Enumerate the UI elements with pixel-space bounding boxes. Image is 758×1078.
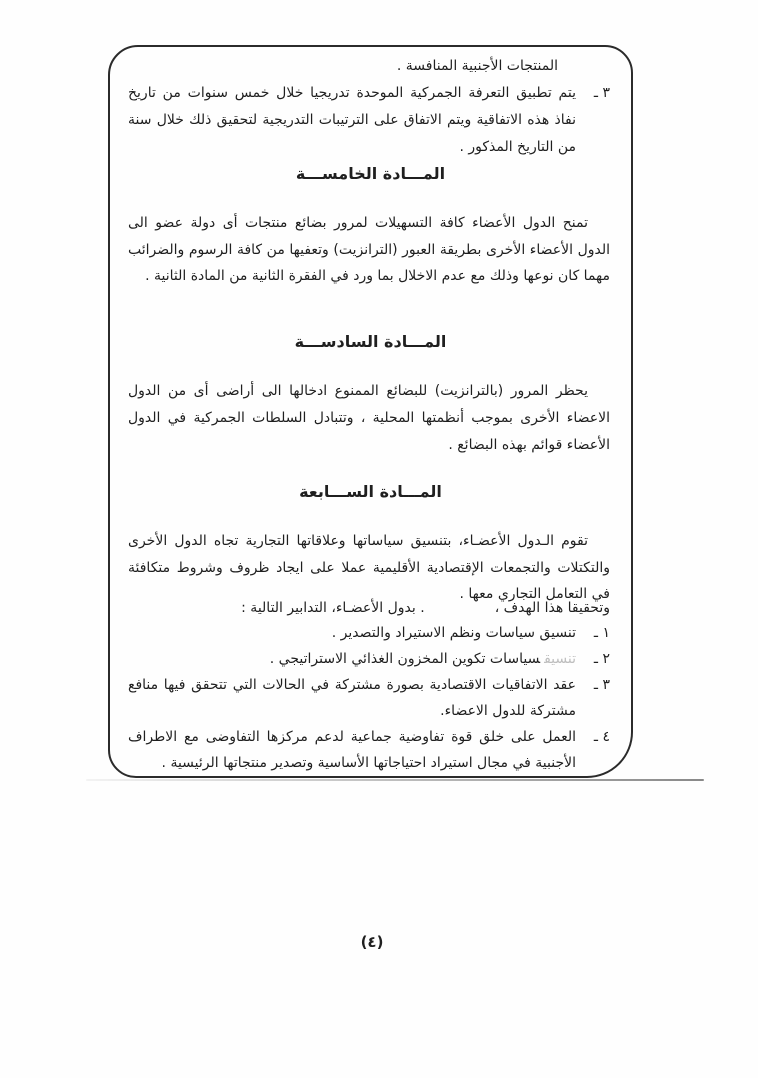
measure-text-main: العمل على خلق قوة تفاوضية جماعية لدعم مركزها التفاوضى مع الاطراف الأجنبية في مجال استيراد احتياجاتها الأساسية وتصدير منتجاتها الرئيسية . xyxy=(128,729,576,771)
scan-fold-artifact xyxy=(86,779,704,781)
clause-number: ٣ ـ xyxy=(593,85,610,101)
article-seven-body: تقوم الـدول الأعضـاء، بتنسيق سياساتها وعلاقاتها التجارية تجاه الدول الأخرى والتكتلات والتجمعات الإقتصادية الأقليمية عملا على ايجاد ظروف وشروط متكافئة في التعامل التجاري معها . xyxy=(128,533,610,602)
measures-intro-line xyxy=(241,596,610,620)
measure-number: ٤ ـ xyxy=(593,729,610,745)
faded-word: تنسيق xyxy=(544,651,576,667)
article-five-title: المـــادة الخامســـة xyxy=(295,164,446,183)
clause-text: يتم تطبيق التعرفة الجمركية الموحدة تدريجيا خلال خمس سنوات من تاريخ نفاذ هذه الاتفاقية ويتم الاتفاق على الترتيبات التدريجية لتحقيق ذلك خلال سنة من التاريخ المذكور . xyxy=(128,85,576,155)
measures-intro-left: . بدول الأعضـاء، التدابير التالية : xyxy=(241,600,425,616)
measure-item-1 xyxy=(128,620,610,646)
clause-item-3 xyxy=(128,80,610,161)
measures-intro-right: وتحقيقا هذا الهدف ، xyxy=(494,600,610,616)
measure-text xyxy=(128,672,576,724)
measure-text-main: تنسيق سياسات ونظم الاستيراد والتصدير . xyxy=(331,625,576,641)
measure-text-main: سياسات تكوين المخزون الغذائي الاستراتيجي . xyxy=(269,651,541,667)
measure-text xyxy=(128,724,576,776)
measure-number: ١ ـ xyxy=(593,625,610,641)
measure-item-4 xyxy=(128,724,610,776)
measure-text-main: عقد الاتفاقيات الاقتصادية بصورة مشتركة في الحالات التي تتحقق فيها منافع مشتركة للدول الاعضاء. xyxy=(128,677,576,719)
measure-number: ٣ ـ xyxy=(593,677,610,693)
measure-item-3 xyxy=(128,672,610,724)
measure-number: ٢ ـ xyxy=(593,651,610,667)
article-seven-title: المـــادة الســـابعة xyxy=(299,482,442,501)
article-six-title: المـــادة السادســـة xyxy=(294,332,447,351)
continuation-line: المنتجات الأجنبية المنافسة . xyxy=(396,58,558,74)
article-six-body: يحظر المرور (بالترانزيت) للبضائع الممنوع ادخالها الى أراضى أى من الدول الاعضاء الأخرى بموجب أنظمتها المحلية ، وتتبادل السلطات الجمركية في الدول الأعضاء قوائم بهذه البضائع . xyxy=(128,383,610,453)
measure-item-2 xyxy=(128,646,610,672)
measure-text xyxy=(128,620,576,646)
measures-list xyxy=(128,620,610,776)
page-number: (٤) xyxy=(360,933,384,951)
article-five-body: تمنح الدول الأعضاء كافة التسهيلات لمرور بضائع منتجات أى دولة عضو الى الدول الأعضاء الأخرى بطريقة العبور (الترانزيت) وتعفيها من كافة الرسوم والضرائب مهما كان نوعها وذلك مع عدم الاخلال بما ورد في الفقرة الثانية من المادة الثانية . xyxy=(128,215,610,284)
measure-text xyxy=(128,646,576,672)
document-frame xyxy=(108,45,633,778)
